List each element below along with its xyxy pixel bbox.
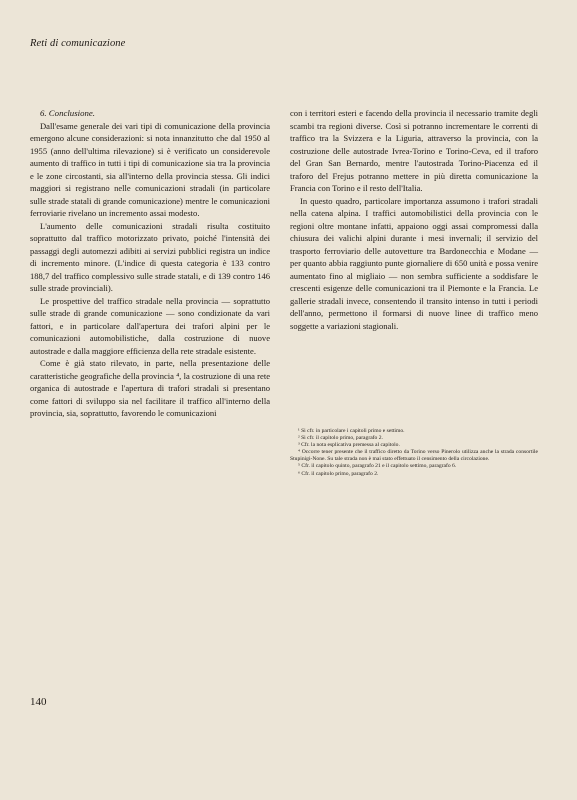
running-head: Reti di comunicazione bbox=[30, 38, 126, 49]
page-number: 140 bbox=[30, 696, 47, 708]
paragraph: Dall'esame generale dei vari tipi di comunicazione della provincia emergono alcune considerazioni: si nota innanzitutto che dal 1950 al 1955 (anno dell'ultima rilevazione) si è verificato un considerevole aumento di traffico in tutti i tipi di comunicazione sia tra la provincia e le zone circostanti, sia all'interno della provincia stessa. Gli indici maggiori si registrano nelle comunicazioni stradali (in particolare sulle strade statali di grande comunicazione) mentre le comunicazioni ferroviarie rivelano un incremento assai modesto. bbox=[30, 120, 270, 218]
footnote: ⁶ Cfr. il capitolo primo, paragrafo 2. bbox=[298, 470, 379, 477]
footnote: ⁴ Occorre tener presente che il traffico diretto da Torino verso Pinerolo utilizza anche la strada consortile Stupinigi-None. Su tale strada non è mai stato effettuato il censimento della circolazione. bbox=[290, 449, 538, 463]
paragraph: Come è già stato rilevato, in parte, nella presentazione delle caratteristiche geografiche della provincia ⁴, la costruzione di una rete organica di autostrade e l'apertura di trafori stradali si presentano come fattori di sviluppo sia nel facilitare il traffico all'interno della provincia, sia, soprattutto, favorendo le comunicazioni bbox=[30, 358, 270, 418]
paragraph: L'aumento delle comunicazioni stradali risulta costituito soprattutto dal traffico motorizzato privato, poiché l'intensità dei passaggi degli automezzi adibiti ai servizi pubblici registra un indice di incremento minore. (L'indice di questa categoria è 133 contro 188,7 del traffico complessivo sulle strade statali, e di 139 contro 146 sulle strade provinciali). bbox=[30, 220, 270, 293]
right-column bbox=[290, 107, 538, 332]
footnote: ¹ Si cfr. in particolare i capitoli primo e settimo. bbox=[298, 428, 405, 434]
section-heading: 6. Conclusione. bbox=[40, 108, 95, 118]
footnote: ³ Cfr. la nota esplicativa premessa al capitolo. bbox=[298, 442, 400, 449]
paragraph: In questo quadro, particolare importanza assumono i trafori stradali nella catena alpina. I traffici automobilistici della provincia con le regioni oltre montane infatti, appaiono oggi assai compromessi dalla chiusura dei valichi alpini durante i mesi invernali; il servizio del trasporto ferroviario delle autovetture tra Bardonecchia e Modane — per quanto abbia raggiunto punte giornaliere di 650 unità e possa venire aumentato fino al migliaio — non sembra sufficiente a soddisfare le crescenti esigenze delle comunicazioni tra il Piemonte e la Francia. Le gallerie stradali invece, consentendo il transito intenso in tutti i periodi dell'anno, permettono il formarsi di nuove linee di traffico meno soggette a variazioni stagionali. bbox=[290, 195, 538, 331]
footnotes bbox=[290, 428, 538, 478]
footnote: ⁵ Cfr. il capitolo quinto, paragrafo 21 e il capitolo settimo, paragrafo 6. bbox=[298, 463, 457, 470]
footnote: ² Si cfr. il capitolo primo, paragrafo 2. bbox=[298, 435, 383, 442]
paragraph: Le prospettive del traffico stradale nella provincia — soprattutto sulle strade di grande comunicazione — sono condizionate da vari fattori, e in particolare dall'apertura dei trafori alpini per le comunicazioni automobilistiche, dalla costruzione di nuove autostrade e dalla maggiore efficienza della rete stradale esistente. bbox=[30, 295, 270, 356]
left-column bbox=[30, 107, 270, 420]
paragraph: con i territori esteri e facendo della provincia il necessario tramite degli scambi tra regioni diverse. Così si potranno incrementare le correnti di traffico tra la Svizzera e la Liguria, attraverso la provincia, con la costruzione delle autostrade Ivrea-Torino e Torino-Ceva, ed il traforo del Gran San Bernardo, mentre l'autostrada Torino-Piacenza ed il traforo del Frejus potranno mettere in più diretta comunicazione la Francia con Torino e il resto dell'Italia. bbox=[290, 108, 538, 193]
